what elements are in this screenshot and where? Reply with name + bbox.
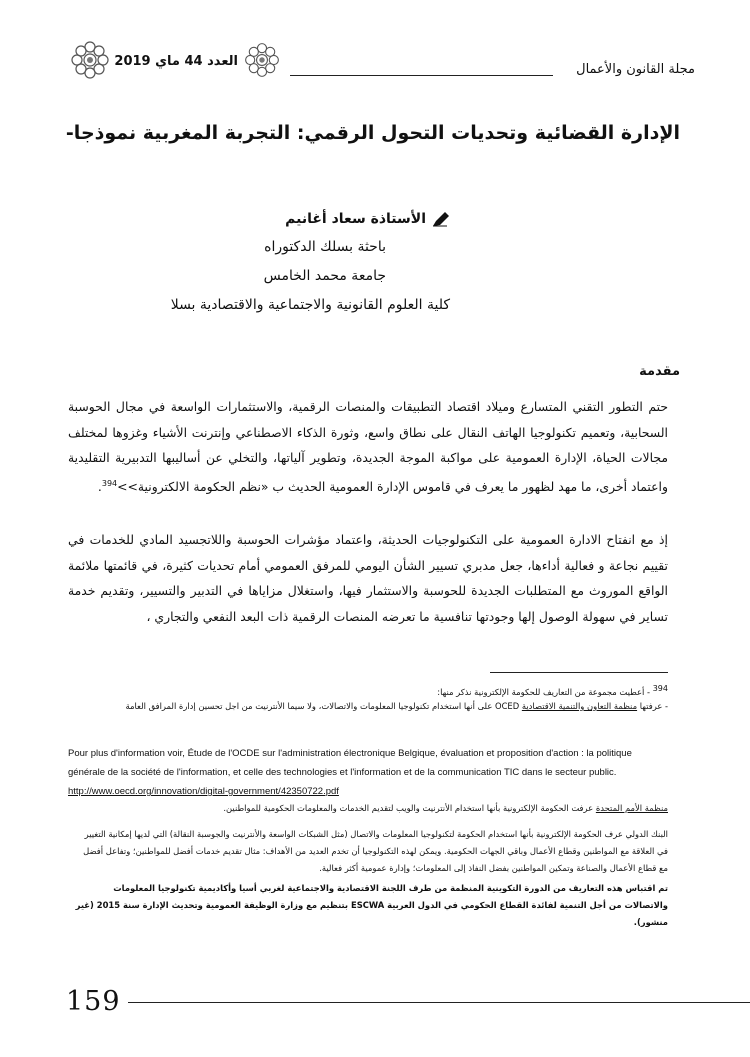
paragraph-intro-text: حتم التطور التقني المتسارع وميلاد اقتصاد التطبيقات والمنصات الرقمية، والاستثمارات الواسعة في مجال الحوسبة السحابية، وتعميم تكنولوجيا الهاتف النقال على نطاق واسع، وثورة الذكاء الاصطناعي وإنترنت الأشياء وغزوها لمختلف مجالات الحياة، الإدارة العمومية على مواكبة الموجة الجديدة، وتطوير آلياتها، والتخلي عن أساليبها التدبيرية التقليدية واعتماد أخرى، ما مهد لظهور ما يعرف في قاموس الإدارة العمومية الحديث ب «نظم الحكومة الالكترونية>> — [68, 399, 668, 494]
journal-emblem-icon — [68, 38, 112, 82]
paragraph-intro: حتم التطور التقني المتسارع وميلاد اقتصاد التطبيقات والمنصات الرقمية، والاستثمارات الواسعة في مجال الحوسبة السحابية، وتعميم تكنولوجيا الهاتف النقال على نطاق واسع، وثورة الذكاء الاصطناعي وإنترنت الأشياء وغزوها لمختلف مجالات الحياة، الإدارة العمومية على مواكبة الموجة الجديدة، وتطوير آلياتها، والتخلي عن أساليبها التدبيرية التقليدية واعتماد أخرى، ما مهد لظهور ما يعرف في قاموس الإدارة العمومية الحديث ب «نظم الحكومة الالكترونية>>$^{394}$. — [68, 399, 668, 494]
footnote-text: Pour plus d'information voir, Étude de l'OCDE sur l'administration électronique Belgique, évaluation et proposition d'action : la politique générale de la société de l'information, et celle des technologies et l'information et de la communication TIC dans le secteur public. — [68, 748, 632, 778]
footnote-prefix: - عرفتها — [639, 701, 668, 711]
footnote-org: منظمة الأمم المتحدة — [595, 803, 668, 813]
footnote-text: - أعطيت مجموعة من التعاريف للحكومة الإلكترونية نذكر منها: — [437, 686, 651, 697]
author-name: الأستاذة سعاد أغانيم — [285, 211, 426, 227]
journal-name: مجلة القانون والأعمال — [576, 62, 695, 77]
footnote-org: منظمة التعاون والتنمية الاقتصادية — [521, 701, 638, 711]
footnote-reference[interactable]: 394 — [101, 478, 118, 488]
footnote-number: 394 — [652, 684, 668, 693]
pen-icon — [432, 211, 450, 227]
article-title: الإدارة القضائية وتحديات التحول الرقمي: التجربة المغربية نموذجا- — [65, 122, 680, 144]
section-heading: مقدمة — [639, 364, 680, 379]
journal-emblem-icon — [242, 40, 282, 80]
author-line — [90, 205, 450, 233]
footnote-french — [68, 744, 668, 801]
footnote-text: OCED على أنها استخدام تكنولوجيا المعلومات والاتصالات، ولا سيما الأنترنيت من اجل تحسين إدارة المرافق العامة — [125, 701, 520, 711]
author-block — [90, 205, 450, 320]
author-faculty: كلية العلوم القانونية والاجتماعية والاقتصادية بسلا — [170, 297, 450, 313]
footnote-worldbank: البنك الدولي عرف الحكومة الإلكترونية بأنها استخدام الحكومة لتكنولوجيا المعلومات والاتصال (مثل الشبكات الواسعة والأنترنيت والجوسبة النقالة) التي لديها إمكانية التغيير في العلاقة مع المواطنين وقطاع الأعمال وباقي الجهات الحكومية. ويمكن لهذه التكنولوجيا أن تخدم العديد من الأهداف: مثال تقديم خدمات أفضل للمواطنين؛ وتفاعل أفضل مع قطاع الأعمال والصناعة وتمكين المواطنين بفضل النفاذ إلى المعلومات؛ وإدارة عمومية أكثر فعالية. — [83, 829, 668, 873]
author-position: باحثة بسلك الدكتوراه — [264, 239, 386, 255]
footer-divider — [128, 1002, 750, 1003]
paragraph-second: إذ مع انفتاح الادارة العمومية على التكنولوجيات الحديثة، واعتماد مؤشرات الحوسبة واللاتجسيد المادي للخدمات في تقييم نجاعة و فعالية أداءها، جعل مدبري تسيير الشأن اليومي للمرفق العمومي أمام تحديات كثيرة، في قائمتها ملائمة الواقع الموروث مع المتطلبات الجديدة للحوسبة والاستثمار فيها، واستغلال مزاياها في التدبير والتسيير، وتقديم خدمة تساير في سهولة الوصول إلها وجودتها تنافسية ما تعرضه المنصات الرقمية ذات البعد النفعي والتجاري ، — [68, 532, 668, 624]
footnote-source: تم اقتباس هذه التعاريف من الدورة التكوينية المنظمة من طرف اللجنة الاقتصادية والاجتماعية لغربي أسيا وأكاديمية تكنولوجيا المعلومات والاتصالات من أجل التنمية لفائدة القطاع الحكومي في الدول العربية ESCWA بتنظيم مع وزارة الوظيفة العمومية وتحديث الإدارة سنة 2015 (غير منشور). — [75, 883, 668, 927]
oecd-link[interactable]: http://www.oecd.org/innovation/digital-government/42350722.pdf — [68, 786, 339, 797]
page-number: 159 — [66, 986, 121, 1017]
issue-label: العدد 44 ماي 2019 — [114, 54, 238, 69]
footnote-oecd — [73, 698, 668, 715]
footnote-text: عرفت الحكومة الإلكترونية بأنها استخدام الأنترنيت والويب لتقديم الخدمات والمعلومات الحكومية للمواطنين. — [223, 803, 594, 813]
author-university: جامعة محمد الخامس — [263, 268, 386, 284]
footnote-un — [73, 800, 668, 817]
footnote-divider — [490, 672, 668, 673]
